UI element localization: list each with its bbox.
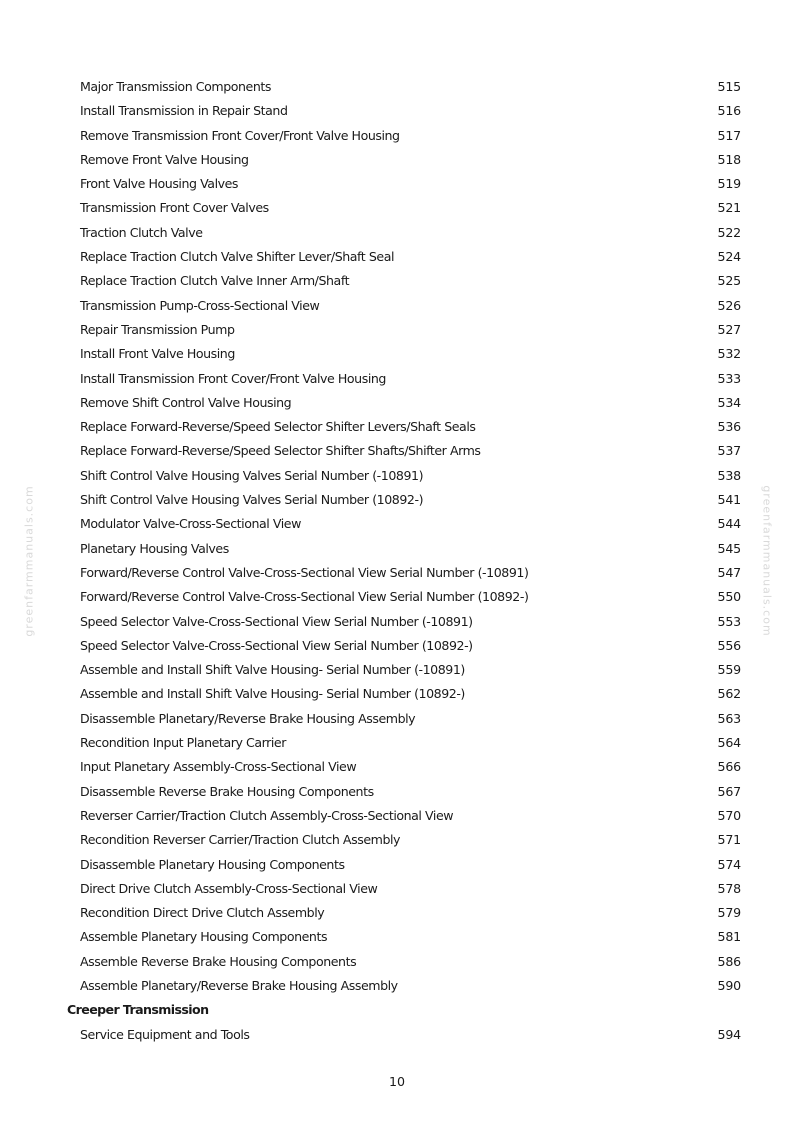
toc-entry[interactable]: [0, 780, 794, 804]
toc-entry-title: Assemble Planetary/Reverse Brake Housing Assembly: [80, 977, 398, 993]
toc-entry[interactable]: [0, 731, 794, 755]
toc-entry[interactable]: [0, 755, 794, 779]
toc-entry-title: Replace Forward-Reverse/Speed Selector Shifter Shafts/Shifter Arms: [80, 443, 481, 459]
toc-entry-page-number: 534: [717, 394, 741, 410]
toc-entry[interactable]: [0, 415, 794, 439]
toc-entry[interactable]: [0, 367, 794, 391]
toc-entry-page-number: 537: [717, 443, 741, 459]
toc-entry-title: Disassemble Planetary/Reverse Brake Housing Assembly: [80, 710, 416, 726]
toc-entry-page-number: 519: [717, 176, 741, 192]
toc-entry[interactable]: [0, 828, 794, 852]
toc-entry-page-number: 536: [717, 419, 741, 435]
toc-entry[interactable]: [0, 172, 794, 196]
toc-entry-page-number: 581: [717, 929, 741, 945]
toc-entry-title: Shift Control Valve Housing Valves Serial Number (-10891): [80, 467, 424, 483]
toc-entry[interactable]: [0, 658, 794, 682]
watermark-right: greenfarmmanuals.com: [760, 485, 774, 637]
toc-entry-page-number: 590: [717, 977, 741, 993]
toc-entry-title: Remove Shift Control Valve Housing: [80, 394, 292, 410]
toc-entry-title: Install Front Valve Housing: [80, 346, 235, 362]
toc-entry-title: Assemble Reverse Brake Housing Components: [80, 953, 357, 969]
page-number: 10: [388, 1074, 406, 1089]
toc-entry-title: Transmission Front Cover Valves: [80, 200, 269, 216]
toc-entry-page-number: 559: [717, 662, 741, 678]
toc-entry[interactable]: [0, 925, 794, 949]
toc-entry-page-number: 579: [717, 905, 741, 921]
toc-entry[interactable]: [0, 610, 794, 634]
toc-entry-page-number: 515: [717, 79, 741, 94]
toc-entry-title: Creeper Transmission: [67, 1002, 209, 1018]
toc-entry-page-number: 541: [717, 492, 741, 508]
toc-entry-page-number: 526: [717, 297, 741, 313]
toc-entry-title: Recondition Input Planetary Carrier: [80, 735, 286, 751]
toc-entry-page-number: 578: [717, 880, 741, 896]
toc-entry[interactable]: [0, 269, 794, 293]
toc-entry-title: Major Transmission Components: [80, 79, 271, 94]
toc-entry[interactable]: [0, 439, 794, 463]
toc-entry-page-number: 564: [717, 735, 741, 751]
toc-entry[interactable]: [0, 245, 794, 269]
toc-entry-title: Forward/Reverse Control Valve-Cross-Sectional View Serial Number (-10891): [80, 564, 529, 580]
toc-entry-title: Traction Clutch Valve: [80, 224, 203, 240]
toc-entry-page-number: 571: [717, 832, 741, 848]
toc-entry-page-number: 574: [717, 856, 741, 872]
toc-entry[interactable]: [0, 75, 794, 99]
toc-entry-page-number: 524: [717, 249, 741, 265]
toc-entry-page-number: 527: [717, 321, 741, 337]
toc-entry-title: Disassemble Planetary Housing Components: [80, 856, 345, 872]
toc-entry-title: Forward/Reverse Control Valve-Cross-Sectional View Serial Number (10892-): [80, 589, 529, 605]
toc-entry[interactable]: [0, 464, 794, 488]
toc-entry-page-number: 567: [717, 783, 741, 799]
toc-entry-title: Assemble and Install Shift Valve Housing- Serial Number (-10891): [80, 662, 465, 678]
toc-entry[interactable]: [0, 901, 794, 925]
toc-entry-title: Remove Front Valve Housing: [80, 151, 249, 167]
toc-entry-page-number: 517: [717, 127, 741, 143]
toc-entry-page-number: 516: [717, 103, 741, 119]
toc-entry[interactable]: [0, 342, 794, 366]
toc-entry[interactable]: [0, 148, 794, 172]
toc-entry[interactable]: [0, 196, 794, 220]
toc-entry-page-number: 521: [717, 200, 741, 216]
toc-entry[interactable]: [0, 561, 794, 585]
toc-entry-title: Recondition Reverser Carrier/Traction Clutch Assembly: [80, 832, 401, 848]
toc-entry-title: Replace Forward-Reverse/Speed Selector Shifter Levers/Shaft Seals: [80, 419, 476, 435]
toc-entry[interactable]: [0, 99, 794, 123]
toc-entry[interactable]: [0, 950, 794, 974]
toc-entry[interactable]: [0, 877, 794, 901]
toc-entry-page-number: 522: [717, 224, 741, 240]
toc-entry[interactable]: [0, 124, 794, 148]
toc-entry[interactable]: [0, 512, 794, 536]
toc-entry-page-number: 545: [717, 540, 741, 556]
toc-entry-page-number: 518: [717, 151, 741, 167]
toc-entry-title: Assemble and Install Shift Valve Housing- Serial Number (10892-): [80, 686, 465, 702]
toc-entry-title: Transmission Pump-Cross-Sectional View: [80, 297, 320, 313]
toc-entry[interactable]: [0, 634, 794, 658]
toc-entry-title: Install Transmission in Repair Stand: [80, 103, 288, 119]
toc-entry-page-number: 550: [717, 589, 741, 605]
toc-entry-title: Reverser Carrier/Traction Clutch Assembly-Cross-Sectional View: [80, 807, 454, 823]
toc-entry[interactable]: [0, 391, 794, 415]
toc-entry-title: Service Equipment and Tools: [80, 1026, 250, 1042]
toc-entry-title: Front Valve Housing Valves: [80, 176, 239, 192]
toc-entry-title: Shift Control Valve Housing Valves Serial Number (10892-): [80, 492, 424, 508]
toc-entry-title: Assemble Planetary Housing Components: [80, 929, 328, 945]
toc-entry[interactable]: [0, 585, 794, 609]
toc-entry-title: Replace Traction Clutch Valve Shifter Lever/Shaft Seal: [80, 249, 395, 265]
toc-entry[interactable]: [0, 318, 794, 342]
toc-entry[interactable]: [0, 682, 794, 706]
toc-entry-title: Recondition Direct Drive Clutch Assembly: [80, 905, 325, 921]
toc-entry-page-number: 538: [717, 467, 741, 483]
toc-entry[interactable]: [0, 853, 794, 877]
toc-entry-page-number: 544: [717, 516, 741, 532]
watermark-left: greenfarmmanuals.com: [22, 485, 36, 637]
toc-entry[interactable]: [0, 488, 794, 512]
toc-entry-title: Replace Traction Clutch Valve Inner Arm/Shaft: [80, 273, 350, 289]
toc-entry-page-number: 553: [717, 613, 741, 629]
toc-entry-page-number: 566: [717, 759, 741, 775]
toc-entry-title: Repair Transmission Pump: [80, 321, 235, 337]
toc-entry[interactable]: [0, 974, 794, 998]
toc-entry-page-number: 594: [717, 1026, 741, 1042]
toc-entry-title: Input Planetary Assembly-Cross-Sectional View: [80, 759, 357, 775]
toc-entry[interactable]: [0, 1023, 794, 1047]
toc-entry[interactable]: [0, 221, 794, 245]
toc-entry-page-number: 570: [717, 807, 741, 823]
toc-entry-page-number: 562: [717, 686, 741, 702]
toc-entry[interactable]: [0, 707, 794, 731]
toc-entry-page-number: 586: [717, 953, 741, 969]
toc-entry-page-number: 533: [717, 370, 741, 386]
toc-entry-page-number: 532: [717, 346, 741, 362]
toc-entry-title: Modulator Valve-Cross-Sectional View: [80, 516, 301, 532]
toc-entry-title: Speed Selector Valve-Cross-Sectional View Serial Number (10892-): [80, 637, 473, 653]
toc-section-heading: [0, 998, 794, 1022]
toc-entry-page-number: 547: [717, 564, 741, 580]
toc-entry-title: Install Transmission Front Cover/Front Valve Housing: [80, 370, 386, 386]
toc-entry-page-number: 556: [717, 637, 741, 653]
toc-entry-title: Remove Transmission Front Cover/Front Valve Housing: [80, 127, 400, 143]
toc-entry[interactable]: [0, 537, 794, 561]
toc-entry[interactable]: [0, 294, 794, 318]
table-of-contents: [0, 75, 794, 1047]
toc-entry-page-number: 563: [717, 710, 741, 726]
toc-entry-page-number: 525: [717, 273, 741, 289]
toc-entry-title: Planetary Housing Valves: [80, 540, 229, 556]
toc-entry-title: Speed Selector Valve-Cross-Sectional View Serial Number (-10891): [80, 613, 473, 629]
toc-entry-title: Disassemble Reverse Brake Housing Components: [80, 783, 374, 799]
toc-entry-title: Direct Drive Clutch Assembly-Cross-Sectional View: [80, 880, 378, 896]
toc-entry[interactable]: [0, 804, 794, 828]
